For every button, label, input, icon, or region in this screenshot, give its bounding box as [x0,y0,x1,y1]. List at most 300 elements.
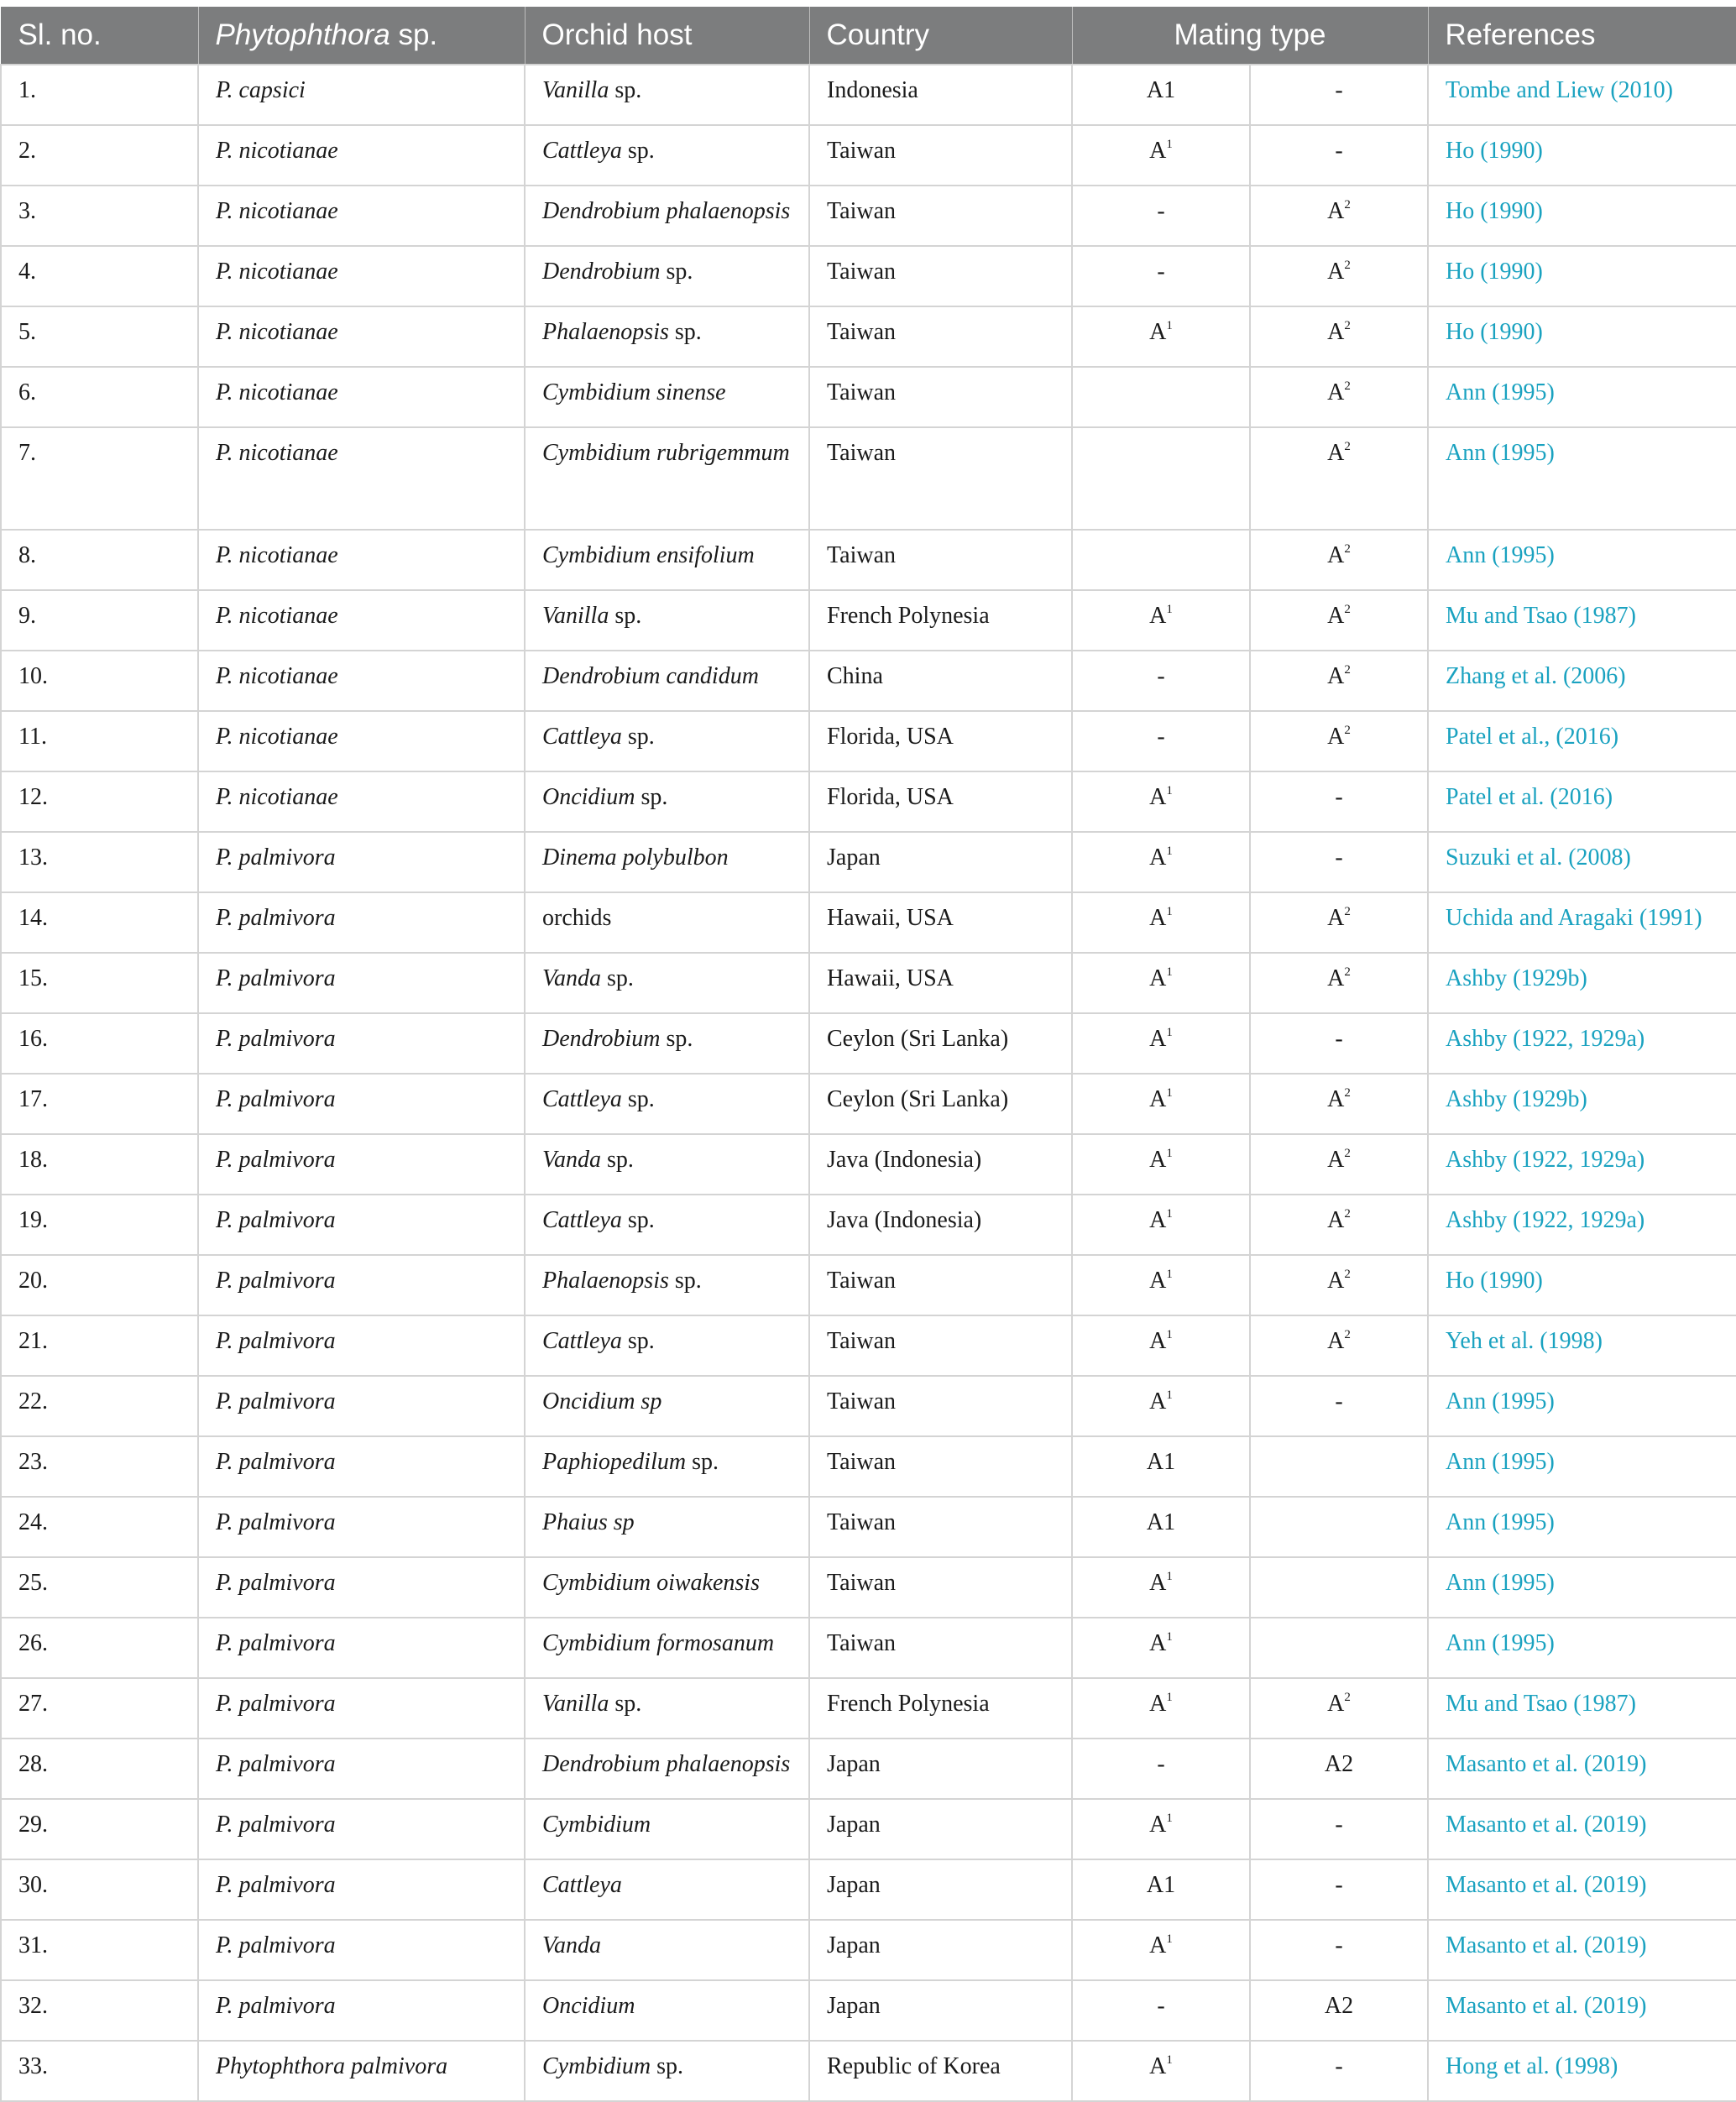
reference-link: Ashby (1922, 1929a) [1446,1207,1645,1233]
country-cell [809,892,1072,953]
mating-type-1-cell [1072,427,1250,530]
mating-type-1-sup: 1 [1166,1691,1173,1704]
table-row [1,1195,1736,1255]
table-row [1,367,1736,427]
reference-cell[interactable] [1428,2041,1736,2101]
reference-link: Ann (1995) [1446,1388,1555,1414]
mating-type-2-cell [1250,1859,1428,1920]
mating-type-2-sup: 2 [1344,319,1351,332]
mating-type-1-cell [1072,892,1250,953]
country: Japan [827,1993,881,2019]
reference-cell[interactable] [1428,1920,1736,1980]
country-cell [809,1497,1072,1557]
reference-cell[interactable] [1428,1013,1736,1074]
mating-type-1: A [1149,965,1167,991]
orchid-host-cell [525,125,809,186]
phytophthora-cell [198,892,525,953]
country: Taiwan [827,1509,897,1535]
mating-type-2: A [1327,965,1345,991]
mating-type-1: A [1149,1691,1167,1717]
phytophthora-species: P. nicotianae [216,319,338,345]
mating-type-2-sup: 2 [1344,1086,1351,1100]
sl-no: 31. [18,1932,48,1958]
phytophthora-species: P. palmivora [216,1207,336,1233]
country-cell [809,771,1072,832]
mating-type-1-cell [1072,1557,1250,1618]
phytophthora-species: P. nicotianae [216,663,338,689]
mating-type-2: A [1327,724,1345,750]
phytophthora-species: P. palmivora [216,1268,336,1294]
mating-type-1-cell [1072,590,1250,651]
mating-type-2-sup: 2 [1344,965,1351,979]
phytophthora-species: P. nicotianae [216,379,338,405]
country-cell [809,1859,1072,1920]
country: Ceylon (Sri Lanka) [827,1086,1009,1112]
mating-type-1-sup: 1 [1166,1026,1173,1039]
reference-cell[interactable] [1428,953,1736,1013]
mating-type-1: A [1149,905,1167,931]
orchid-host-genus: Cattleya [542,1086,622,1112]
phytophthora-species: P. palmivora [216,1570,336,1596]
sl-no-cell [1,651,198,711]
table-row [1,530,1736,590]
mating-type-1: A [1149,138,1167,164]
sl-no-cell [1,1920,198,1980]
orchid-host-suffix: sp. [686,1449,719,1475]
mating-type-1: A [1149,319,1167,345]
phytophthora-cell [198,1920,525,1980]
orchid-host-cell [525,1799,809,1859]
orchid-host-cell [525,1920,809,1980]
country-cell [809,1618,1072,1678]
header-references: References [1428,7,1736,65]
orchid-host-genus: Cymbidium ensifolium [542,542,755,568]
reference-cell[interactable] [1428,427,1736,530]
reference-cell[interactable] [1428,1134,1736,1195]
mating-type-1-sup: 1 [1166,1388,1173,1402]
mating-type-2-sup: 2 [1344,379,1351,393]
sl-no-cell [1,1678,198,1739]
mating-type-1-cell [1072,306,1250,367]
mating-type-1-cell [1072,1799,1250,1859]
reference-cell[interactable] [1428,1436,1736,1497]
mating-type-1-cell [1072,125,1250,186]
mating-type-2-cell [1250,1013,1428,1074]
mating-type-2-cell [1250,2041,1428,2101]
mating-type-2: - [1335,138,1343,164]
sl-no: 19. [18,1207,48,1233]
country: French Polynesia [827,603,990,629]
sl-no-cell [1,1134,198,1195]
header-phytophthora [198,7,525,65]
reference-cell[interactable] [1428,246,1736,306]
mating-type-2-sup: 2 [1344,198,1351,212]
sl-no: 14. [18,905,48,931]
phytophthora-cell [198,771,525,832]
orchid-host-genus: Dinema polybulbon [542,844,729,871]
sl-no-cell [1,186,198,246]
sl-no-cell [1,1739,198,1799]
orchid-host-genus: Cymbidium rubrigemmum [542,440,790,466]
orchid-host-cell [525,1859,809,1920]
country-cell [809,186,1072,246]
mating-type-2: A [1327,440,1345,466]
phytophthora-cell [198,2041,525,2101]
mating-type-1: A1 [1146,77,1176,103]
country: Hawaii, USA [827,905,954,931]
mating-type-2: - [1335,784,1343,810]
mating-type-2: A [1327,198,1345,224]
reference-link: Yeh et al. (1998) [1446,1328,1603,1354]
reference-cell[interactable] [1428,711,1736,771]
mating-type-2-cell [1250,1920,1428,1980]
reference-cell[interactable] [1428,1074,1736,1134]
orchid-host-genus: Dendrobium candidum [542,663,759,689]
reference-cell[interactable] [1428,1980,1736,2041]
reference-link: Suzuki et al. (2008) [1446,844,1631,871]
country: Taiwan [827,1328,897,1354]
sl-no-cell [1,832,198,892]
table-row [1,427,1736,530]
phytophthora-species: P. palmivora [216,905,336,931]
sl-no: 8. [18,542,36,568]
reference-cell[interactable] [1428,530,1736,590]
reference-link: Ann (1995) [1446,440,1555,466]
mating-type-1: A [1149,844,1167,871]
reference-link: Masanto et al. (2019) [1446,1812,1647,1838]
country: Japan [827,844,881,871]
mating-type-1-cell [1072,1376,1250,1436]
orchid-host-genus: Dendrobium phalaenopsis [542,1751,791,1777]
orchid-host-cell [525,651,809,711]
sl-no-cell [1,1799,198,1859]
orchid-host-suffix: sp. [609,603,642,629]
table-row [1,832,1736,892]
reference-cell[interactable] [1428,1255,1736,1315]
country: Taiwan [827,1449,897,1475]
orchid-host-cell [525,306,809,367]
reference-cell[interactable] [1428,832,1736,892]
mating-type-2: - [1335,1388,1343,1414]
mating-type-1: A [1149,1388,1167,1414]
reference-link: Ashby (1929b) [1446,965,1587,991]
reference-cell[interactable] [1428,1739,1736,1799]
table-body [1,65,1736,2101]
country: China [827,663,883,689]
phytophthora-species: P. palmivora [216,1086,336,1112]
phytophthora-species: P. palmivora [216,1388,336,1414]
reference-link: Masanto et al. (2019) [1446,1993,1647,2019]
mating-type-2-cell [1250,1678,1428,1739]
sl-no: 6. [18,379,36,405]
phytophthora-species: Phytophthora palmivora [216,2053,448,2079]
table-row [1,1436,1736,1497]
country: Florida, USA [827,784,954,810]
orchid-host-genus: Cymbidium [542,1812,651,1838]
mating-type-2-cell [1250,1376,1428,1436]
sl-no: 32. [18,1993,48,2019]
country: Taiwan [827,379,897,405]
sl-no: 9. [18,603,36,629]
phytophthora-cell [198,832,525,892]
mating-type-2: A [1327,379,1345,405]
country-cell [809,1557,1072,1618]
country-cell [809,1255,1072,1315]
phytophthora-cell [198,125,525,186]
reference-cell[interactable] [1428,1376,1736,1436]
mating-type-2-cell [1250,771,1428,832]
country-cell [809,125,1072,186]
orchid-host-cell [525,590,809,651]
orchid-host-cell [525,530,809,590]
orchid-host-genus: Cattleya [542,1328,622,1354]
sl-no-cell [1,246,198,306]
mating-type-1-sup: 1 [1166,1932,1173,1946]
orchid-host-genus: Vanilla [542,1691,609,1717]
phytophthora-cell [198,1074,525,1134]
sl-no: 22. [18,1388,48,1414]
orchid-host-cell [525,1376,809,1436]
phytophthora-species: P. nicotianae [216,784,338,810]
mating-type-1-cell [1072,246,1250,306]
mating-type-1: - [1157,259,1165,285]
mating-type-2: A [1327,1691,1345,1717]
reference-cell[interactable] [1428,892,1736,953]
orchid-host-genus: Vanda [542,965,601,991]
mating-type-2-cell [1250,1618,1428,1678]
table-row [1,186,1736,246]
reference-cell[interactable] [1428,367,1736,427]
country: Japan [827,1751,881,1777]
phytophthora-cell [198,1497,525,1557]
reference-link: Tombe and Liew (2010) [1446,77,1673,103]
mating-type-1-cell [1072,1497,1250,1557]
mating-type-2-cell [1250,832,1428,892]
table-row [1,1618,1736,1678]
mating-type-2-sup: 2 [1344,1147,1351,1160]
phytophthora-cell [198,1195,525,1255]
mating-type-1-cell [1072,1436,1250,1497]
phytophthora-species: P. palmivora [216,1147,336,1173]
mating-type-2-cell [1250,530,1428,590]
reference-cell[interactable] [1428,1799,1736,1859]
phytophthora-species: P. palmivora [216,1026,336,1052]
mating-type-1-cell [1072,1678,1250,1739]
country-cell [809,246,1072,306]
mating-type-2-sup: 2 [1344,724,1351,737]
phytophthora-cell [198,590,525,651]
reference-cell[interactable] [1428,65,1736,125]
mating-type-1-sup: 1 [1166,1086,1173,1100]
phytophthora-species: P. palmivora [216,1691,336,1717]
phytophthora-species: P. palmivora [216,1328,336,1354]
mating-type-1-cell [1072,953,1250,1013]
sl-no-cell [1,1013,198,1074]
mating-type-2-cell [1250,1134,1428,1195]
sl-no: 24. [18,1509,48,1535]
country-cell [809,1678,1072,1739]
mating-type-2-sup: 2 [1344,663,1351,677]
mating-type-1-cell [1072,832,1250,892]
mating-type-2-cell [1250,1739,1428,1799]
phytophthora-cell [198,1557,525,1618]
orchid-host-genus: Cymbidium sinense [542,379,726,405]
mating-type-2: - [1335,1932,1343,1958]
reference-cell[interactable] [1428,186,1736,246]
country-cell [809,1980,1072,2041]
orchid-host-suffix: sp. [621,1086,655,1112]
reference-cell[interactable] [1428,771,1736,832]
phytophthora-cell [198,367,525,427]
reference-cell[interactable] [1428,1859,1736,1920]
mating-type-2-cell [1250,306,1428,367]
mating-type-1-sup: 1 [1166,1328,1173,1341]
sl-no: 23. [18,1449,48,1475]
sl-no-cell [1,711,198,771]
country-cell [809,1376,1072,1436]
orchid-host-suffix: sp. [609,77,642,103]
reference-cell[interactable] [1428,1195,1736,1255]
header-sl-no: Sl. no. [1,7,198,65]
reference-cell[interactable] [1428,1678,1736,1739]
country: Japan [827,1812,881,1838]
mating-type-1-cell [1072,1739,1250,1799]
table-row [1,1980,1736,2041]
phytophthora-species: P. palmivora [216,1630,336,1656]
reference-cell[interactable] [1428,651,1736,711]
reference-cell[interactable] [1428,306,1736,367]
country-cell [809,590,1072,651]
orchid-host-cell [525,1980,809,2041]
mating-type-1-sup: 1 [1166,2053,1173,2067]
country: Taiwan [827,138,897,164]
mating-type-2-sup: 2 [1344,542,1351,556]
sl-no: 2. [18,138,36,164]
mating-type-2-sup: 2 [1344,440,1351,453]
phytophthora-cell [198,1739,525,1799]
orchid-host-genus: Phalaenopsis [542,1268,669,1294]
reference-link: Ho (1990) [1446,198,1543,224]
phytophthora-cell [198,1678,525,1739]
mating-type-2-cell [1250,427,1428,530]
sl-no-cell [1,65,198,125]
mating-type-2-cell [1250,1980,1428,2041]
country-cell [809,367,1072,427]
orchid-host-cell [525,711,809,771]
phytophthora-cell [198,953,525,1013]
orchid-host-suffix: sp. [601,1147,634,1173]
sl-no-cell [1,1557,198,1618]
orchid-host-cell [525,1557,809,1618]
phytophthora-species: P. palmivora [216,1993,336,2019]
mating-type-1: - [1157,1993,1165,2019]
table-row [1,1739,1736,1799]
country-cell [809,953,1072,1013]
phytophthora-species: P. palmivora [216,1932,336,1958]
mating-type-1-cell [1072,1134,1250,1195]
country: Ceylon (Sri Lanka) [827,1026,1009,1052]
phytophthora-species: P. capsici [216,77,306,103]
sl-no-cell [1,2041,198,2101]
orchid-host-genus: Cymbidium oiwakensis [542,1570,760,1596]
orchid-host-cell [525,1618,809,1678]
reference-cell[interactable] [1428,1315,1736,1376]
reference-cell[interactable] [1428,590,1736,651]
country-cell [809,65,1072,125]
mating-type-1: A [1149,2053,1167,2079]
sl-no-cell [1,530,198,590]
reference-link: Patel et al. (2016) [1446,784,1613,810]
mating-type-1-cell [1072,530,1250,590]
mating-type-1: A [1149,784,1167,810]
mating-type-1: A [1149,1086,1167,1112]
table-row [1,1497,1736,1557]
sl-no: 33. [18,2053,48,2079]
phytophthora-species: P. palmivora [216,1449,336,1475]
orchid-host-genus: Vanda [542,1147,601,1173]
header-phytophthora-genus: Phytophthora [215,18,390,51]
orchid-host-suffix: sp. [621,1207,655,1233]
mating-type-2: A [1327,1207,1345,1233]
orchid-phytophthora-table [0,7,1736,2102]
mating-type-1-cell [1072,1980,1250,2041]
orchid-host-genus: Oncidium [542,1993,635,2019]
mating-type-1-sup: 1 [1166,784,1173,797]
reference-link: Zhang et al. (2006) [1446,663,1626,689]
mating-type-2: A [1327,1086,1345,1112]
orchid-host-genus: Vanilla [542,77,609,103]
mating-type-2-cell [1250,1255,1428,1315]
phytophthora-species: P. palmivora [216,844,336,871]
mating-type-2: - [1335,844,1343,871]
table-row [1,246,1736,306]
orchid-host-suffix: sp. [609,1691,642,1717]
orchid-host-cell [525,1255,809,1315]
phytophthora-cell [198,530,525,590]
reference-cell[interactable] [1428,125,1736,186]
reference-cell[interactable] [1428,1497,1736,1557]
mating-type-1-cell [1072,65,1250,125]
mating-type-1-sup: 1 [1166,1207,1173,1221]
phytophthora-cell [198,1436,525,1497]
mating-type-1: - [1157,724,1165,750]
mating-type-1-sup: 1 [1166,319,1173,332]
table-row [1,1255,1736,1315]
mating-type-2: - [1335,1812,1343,1838]
mating-type-1: A1 [1146,1872,1176,1898]
country: Japan [827,1932,881,1958]
orchid-host-genus: Phalaenopsis [542,319,669,345]
reference-cell[interactable] [1428,1557,1736,1618]
reference-link: Ann (1995) [1446,1509,1555,1535]
phytophthora-cell [198,306,525,367]
orchid-host-cell [525,1739,809,1799]
sl-no: 28. [18,1751,48,1777]
reference-cell[interactable] [1428,1618,1736,1678]
mating-type-2-sup: 2 [1344,603,1351,616]
header-orchid-host: Orchid host [525,7,809,65]
phytophthora-cell [198,65,525,125]
sl-no-cell [1,1074,198,1134]
phytophthora-cell [198,1315,525,1376]
header-country: Country [809,7,1072,65]
phytophthora-cell [198,651,525,711]
orchid-host-suffix: orchids [542,905,612,931]
orchid-host-cell [525,771,809,832]
mating-type-2-sup: 2 [1344,259,1351,272]
reference-link: Ann (1995) [1446,542,1555,568]
mating-type-2-sup: 2 [1344,905,1351,918]
